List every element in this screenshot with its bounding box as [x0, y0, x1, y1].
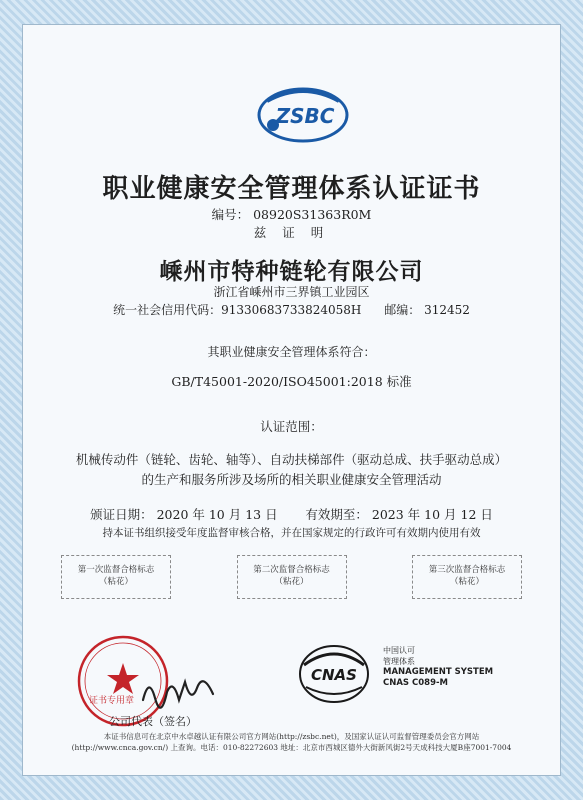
cnas-text — [383, 645, 493, 689]
surveillance-box-note: （粘花） — [98, 577, 133, 587]
company-name: 嵊州市特种链轮有限公司 — [159, 259, 424, 285]
zsbc-logo-icon — [253, 83, 353, 153]
conform-text: 其职业健康安全管理体系符合： — [207, 345, 376, 359]
surveillance-box-label: 第一次监督合格标志 — [77, 565, 155, 575]
scope-label: 认证范围： — [260, 419, 323, 434]
cnas-logo-text: CNAS — [311, 666, 357, 684]
credit-code: 统一社会信用代码：91330683733824058H — [113, 303, 362, 317]
surveillance-box-3 — [412, 555, 522, 599]
certificate-number: 编号： 08920S31363R0M — [211, 207, 372, 222]
signature-icon — [139, 670, 217, 710]
certificate-title: 职业健康安全管理体系认证证书 — [102, 174, 481, 204]
surveillance-box-label: 第二次监督合格标志 — [253, 565, 330, 575]
surveillance-box-note: （粘花） — [449, 577, 484, 587]
validity-note: 持本证书组织接受年度监督审核合格，并在国家规定的行政许可有效期内使用有效 — [102, 527, 481, 539]
seal-label: 证书专用章 — [89, 696, 135, 706]
codes-row — [23, 301, 560, 318]
surveillance-box-note: （粘花） — [274, 577, 309, 587]
scope-line-1: 机械传动件（链轮、齿轮、轴等）、自动扶梯部件（驱动总成、扶手驱动总成） — [75, 452, 508, 467]
postcode: 邮编： 312452 — [384, 303, 470, 317]
surveillance-box-1 — [61, 555, 171, 599]
expiry-date: 有效期至： 2023 年 10 月 12 日 — [305, 507, 493, 522]
dates-row — [23, 505, 560, 523]
logo-text: ZSBC — [275, 104, 335, 128]
company-rep-label: 公司代表（签名） — [109, 715, 197, 728]
footer-note — [33, 731, 550, 753]
standard-text: GB/T45001-2020/ISO45001:2018 标准 — [171, 374, 412, 389]
issue-date: 颁证日期： 2020 年 10 月 13 日 — [90, 507, 278, 522]
cnas-line-2: 管理体系 — [383, 657, 415, 666]
surveillance-box-label: 第三次监督合格标志 — [428, 565, 506, 575]
surveillance-boxes — [61, 555, 522, 599]
cnas-logo-icon — [298, 643, 370, 705]
cnas-line-1: 中国认可 — [383, 646, 415, 655]
scope-line-2: 的生产和服务所涉及场所的相关职业健康安全管理活动 — [141, 472, 442, 487]
footer-line-2: (http://www.cnca.gov.cn/) 上查询。电话：010-82272603 地址：北京市西城区德外大街新风街2号天成科技大厦B座7001-7004 — [71, 743, 512, 752]
cnas-line-3: MANAGEMENT SYSTEM — [383, 667, 494, 677]
company-address: 浙江省嵊州市三界镇工业园区 — [213, 285, 370, 299]
footer-line-1: 本证书信息可在北京中水卓越认证有限公司官方网站(http://zsbc.net)，及国家认证认可监督管理委员会官方网站 — [103, 732, 480, 741]
certificate-paper — [22, 24, 561, 776]
certify-text: 兹 证 明 — [253, 225, 330, 240]
surveillance-box-2 — [237, 555, 347, 599]
cnas-line-4: CNAS C089-M — [383, 678, 448, 688]
